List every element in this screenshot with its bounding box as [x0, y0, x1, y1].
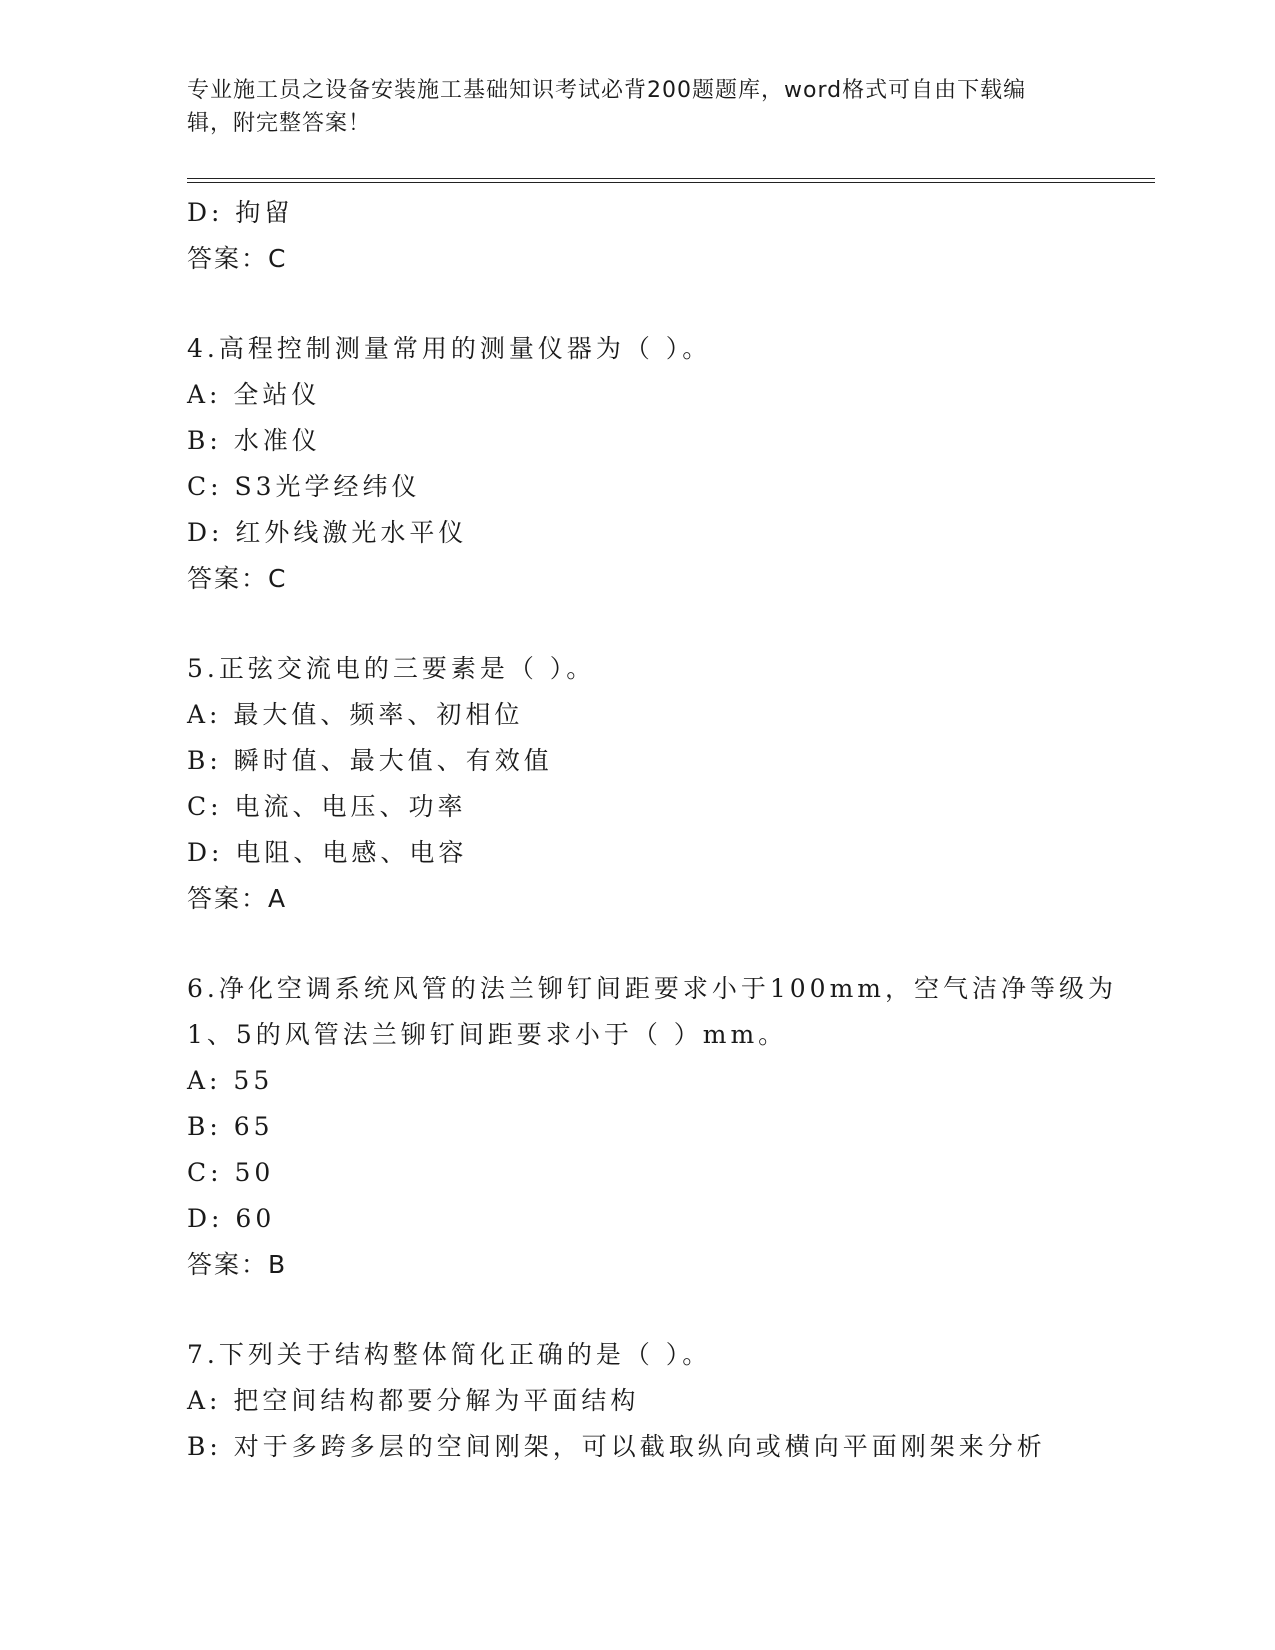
option-c: C: 50	[187, 1158, 275, 1187]
option-b: B: 对于多跨多层的空间刚架，可以截取纵向或横向平面刚架来分析	[187, 1432, 1046, 1461]
question-text-line-2: 1、5的风管法兰铆钉间距要求小于（ ）mm。	[187, 1020, 788, 1049]
header-double-rule	[187, 178, 1155, 183]
question-block-7	[187, 1332, 1157, 1470]
document-header	[187, 74, 1067, 140]
spacer	[187, 602, 1157, 646]
question-block-5	[187, 646, 1157, 922]
question-text: 7.下列关于结构整体简化正确的是（ ）。	[187, 1340, 712, 1369]
option-a: A: 最大值、频率、初相位	[187, 700, 524, 729]
option-d: D: 60	[187, 1204, 276, 1233]
question-text-line-1: 6.净化空调系统风管的法兰铆钉间距要求小于100mm，空气洁净等级为	[187, 974, 1117, 1003]
option-b: B: 水准仪	[187, 426, 321, 455]
option-d: D: 电阻、电感、电容	[187, 838, 468, 867]
option-b: B: 瞬时值、最大值、有效值	[187, 746, 553, 775]
question-block-3	[187, 190, 1157, 282]
question-text: 4.高程控制测量常用的测量仪器为（ ）。	[187, 334, 712, 363]
question-block-4	[187, 326, 1157, 602]
answer-line: 答案：B	[187, 1250, 288, 1279]
option-c: C: 电流、电压、功率	[187, 792, 467, 821]
answer-line: 答案：A	[187, 884, 288, 913]
question-list	[187, 190, 1157, 1470]
question-text: 5.正弦交流电的三要素是（ ）。	[187, 654, 596, 683]
answer-line: 答案：C	[187, 564, 288, 593]
option-b: B: 65	[187, 1112, 274, 1141]
spacer	[187, 282, 1157, 326]
spacer	[187, 1288, 1157, 1332]
option-d: D: 拘留	[187, 198, 294, 227]
option-c: C: S3光学经纬仪	[187, 472, 421, 501]
header-title: 专业施工员之设备安装施工基础知识考试必背200题题库，word格式可自由下载编辑，附完整答案！	[187, 78, 1027, 136]
spacer	[187, 922, 1157, 966]
option-a: A: 把空间结构都要分解为平面结构	[187, 1386, 640, 1415]
answer-line: 答案：C	[187, 244, 288, 273]
question-block-6	[187, 966, 1157, 1288]
option-a: A: 全站仪	[187, 380, 321, 409]
option-a: A: 55	[187, 1066, 274, 1095]
option-d: D: 红外线激光水平仪	[187, 518, 468, 547]
